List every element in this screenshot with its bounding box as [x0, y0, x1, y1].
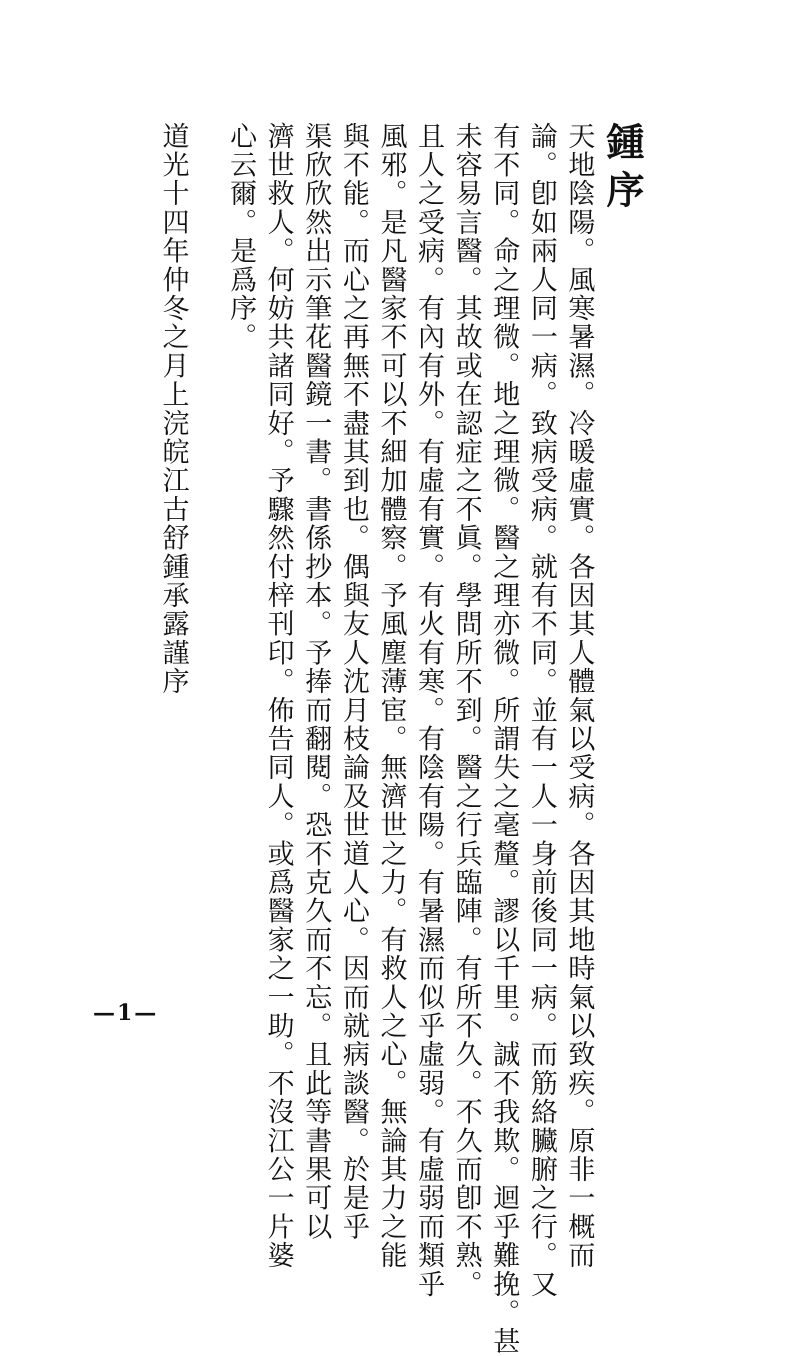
preface-text [154, 122, 645, 1356]
text-column-6: 風邪。是凡醫家不可以不細加體察。予風塵薄宦。無濟世之力。有救人之心。無論其力之能 [375, 122, 407, 1270]
text-column-4: 未容易言醫。其故或在認症之不眞。學問所不到。醫之行兵臨陣。有所不久。不久而卽不熟。 [450, 122, 482, 1299]
preface-title: 鍾序 [600, 122, 645, 218]
signature-line: 道光十四年仲冬之月上浣皖江古舒鍾承露謹序 [157, 122, 189, 696]
page-number: —1— [93, 1000, 159, 1026]
text-column-1: 天地陰陽。風寒暑濕。冷暖虛實。各因其人體氣以受病。各因其地時氣以致疾。原非一概而 [563, 122, 595, 1270]
text-column-8: 渠欣欣然出示筆花醫鏡一書。書係抄本。予捧而翻閱。恐不克久而不忘。且此等書果可以 [300, 122, 332, 1242]
text-column-9: 濟世救人。何妨共諸同好。予驟然付梓刊印。佈告同人。或爲醫家之一助。不沒江公一片婆 [262, 122, 294, 1270]
text-column-10: 心云爾。是爲序。 [225, 122, 257, 352]
text-column-5: 且人之受病。有內有外。有虛有實。有火有寒。有陰有陽。有暑濕而似乎虛弱。有虛弱而類乎 [413, 122, 445, 1299]
text-column-2: 論。卽如兩人同一病。致病受病。就有不同。並有一人一身前後同一病。而筋絡臟腑之行。又 [525, 122, 557, 1299]
text-column-3: 有不同。命之理微。地之理微。醫之理亦微。所謂失之毫釐。謬以千里。誠不我欺。迴乎難挽。甚 [488, 122, 520, 1356]
text-column-7: 與不能。而心之再無不盡其到也。偶與友人沈月枝論及世道人心。因而就病談醫。於是乎 [337, 122, 369, 1242]
